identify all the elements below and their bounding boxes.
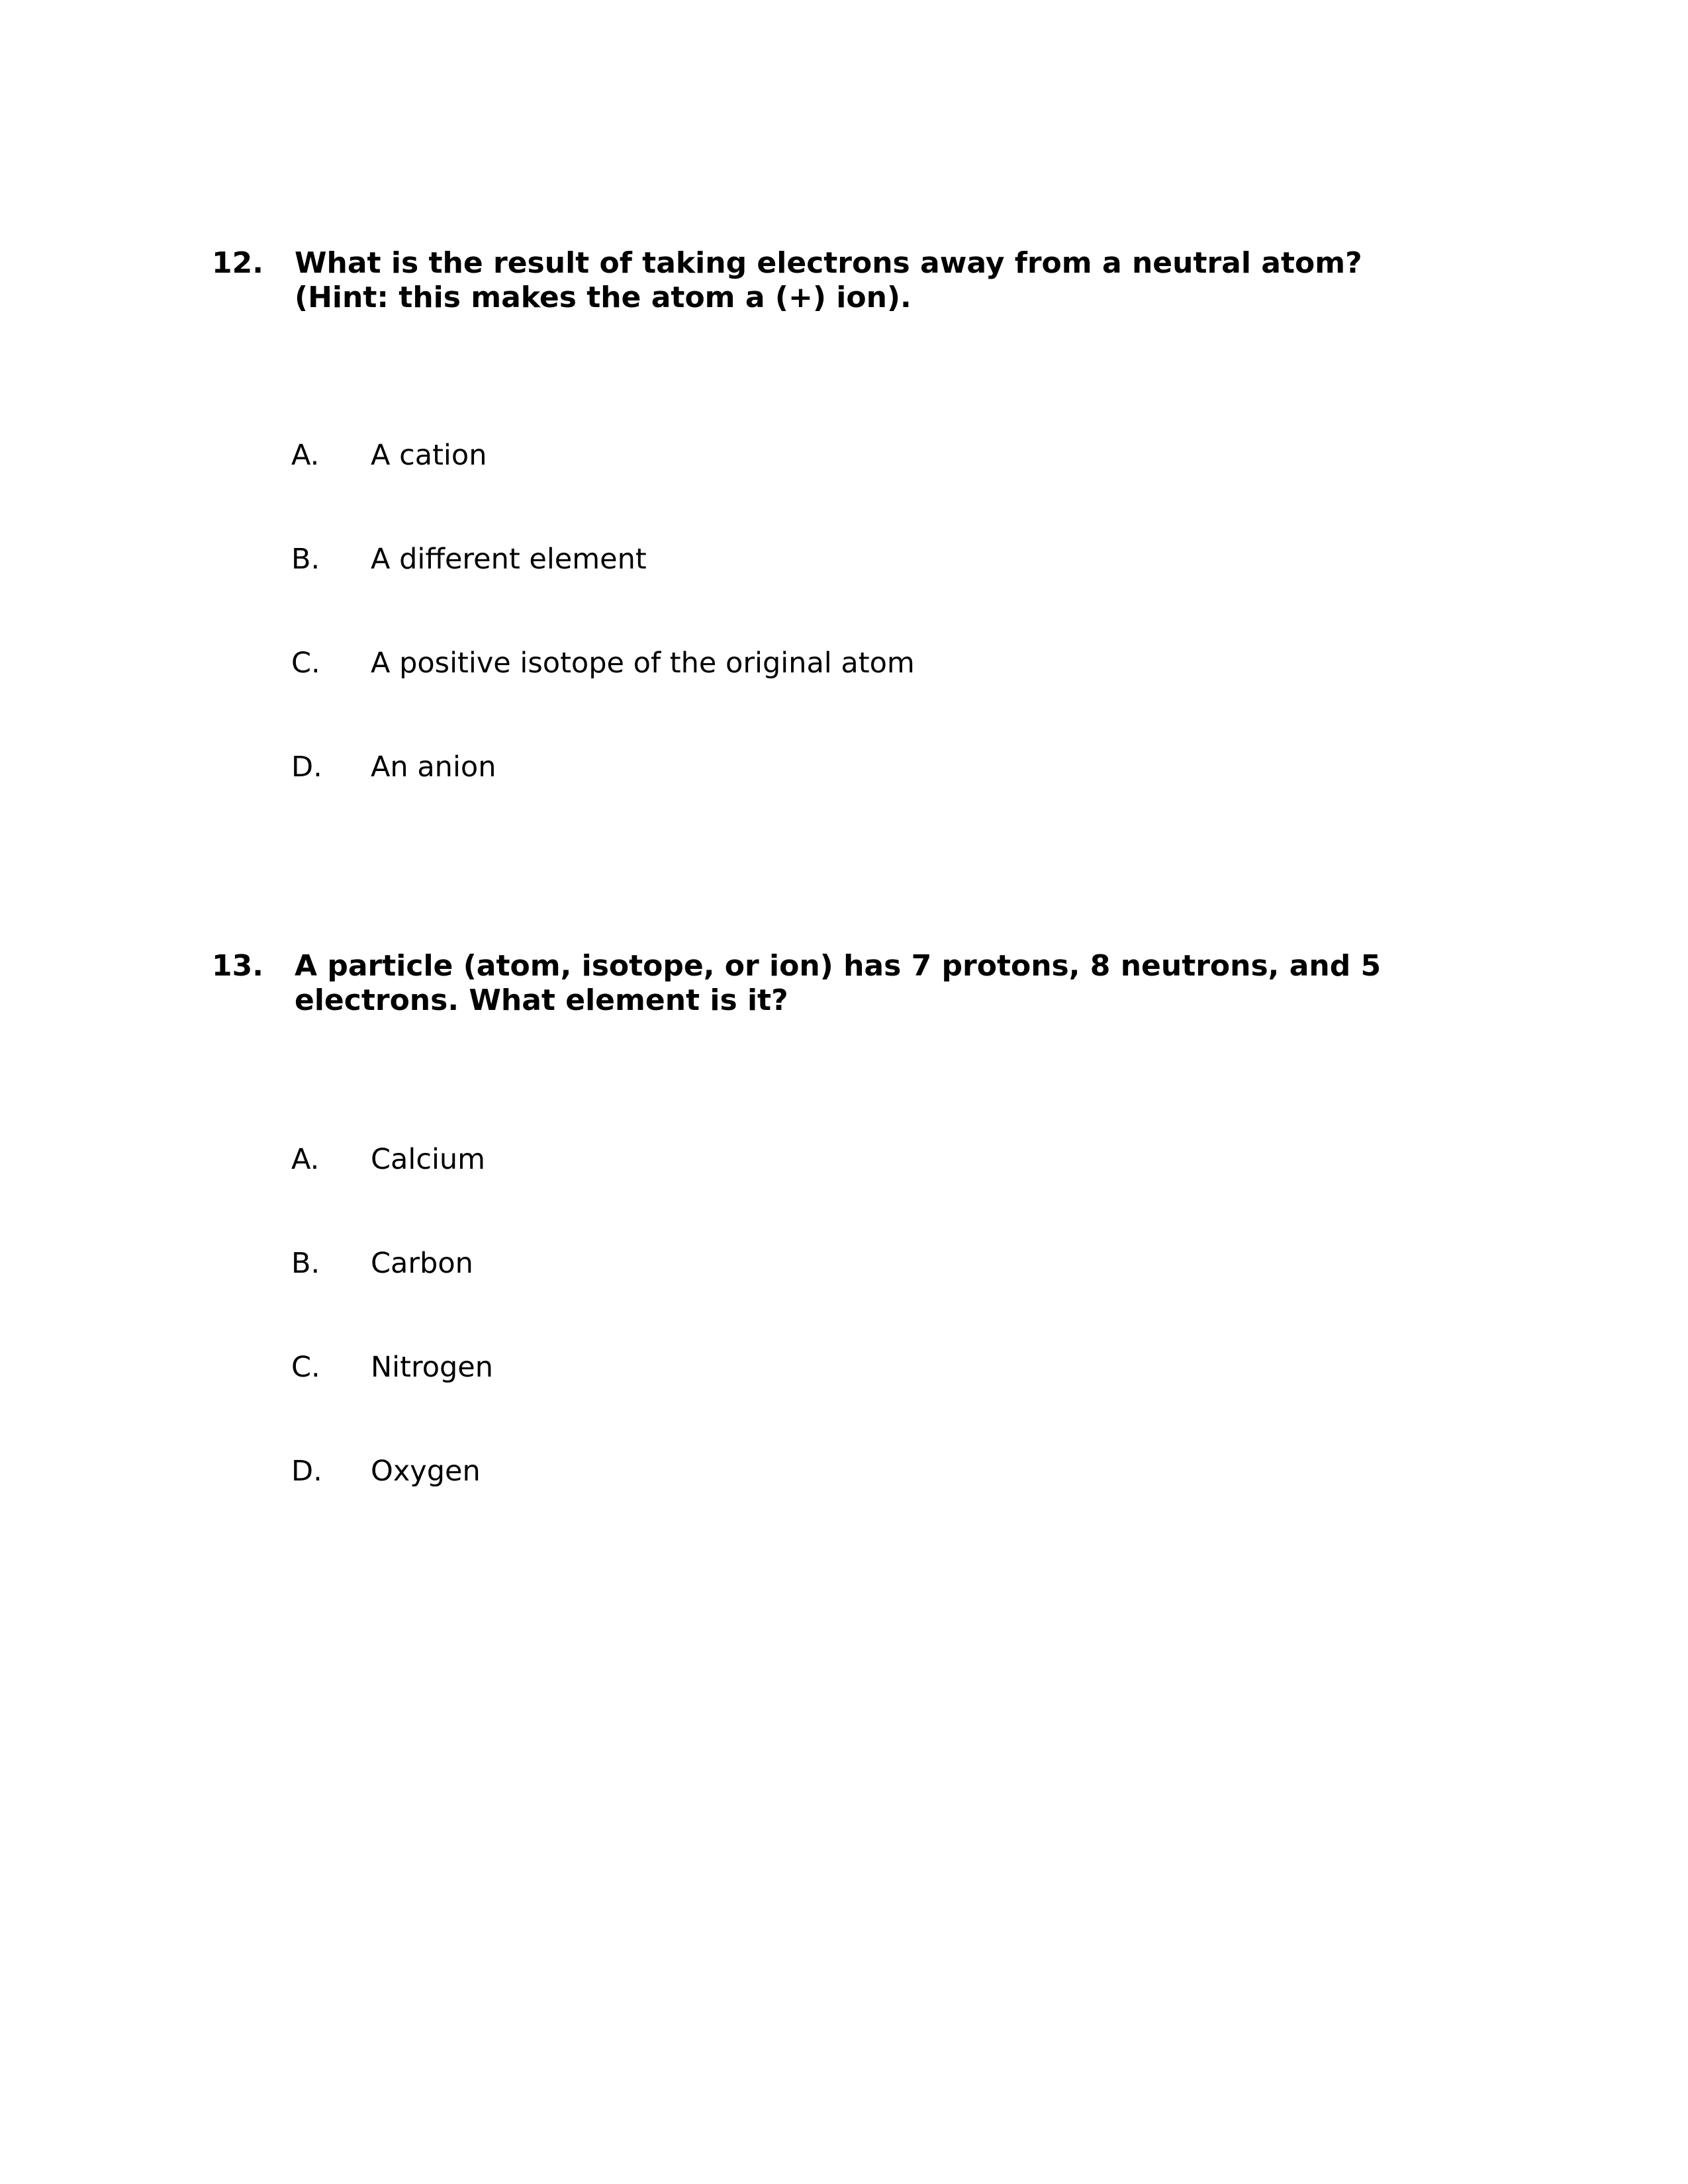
- question-text: What is the result of taking electrons away from a neutral atom? (Hint: this makes the atom a (+) ion).: [295, 246, 1362, 314]
- option-letter: A.: [291, 1143, 320, 1176]
- question-13: [212, 949, 1403, 1018]
- question-header: [212, 246, 1403, 315]
- question-number: 12.: [212, 246, 263, 280]
- question-12: [212, 246, 1403, 315]
- option-text: A different element: [371, 543, 647, 576]
- option-text: Oxygen: [371, 1455, 481, 1488]
- question-number: 13.: [212, 949, 263, 983]
- answer-options: [291, 1142, 1350, 1558]
- option-letter: D.: [291, 1455, 322, 1488]
- option-text: A cation: [371, 439, 487, 472]
- option-text: Nitrogen: [371, 1351, 494, 1384]
- answer-option-c[interactable]: [291, 646, 1350, 680]
- question-header: [212, 949, 1403, 1018]
- option-letter: D.: [291, 751, 322, 784]
- option-letter: B.: [291, 1247, 320, 1280]
- option-letter: C.: [291, 647, 320, 680]
- answer-option-b[interactable]: [291, 542, 1350, 576]
- option-letter: B.: [291, 543, 320, 576]
- answer-option-d[interactable]: [291, 750, 1350, 784]
- question-text: A particle (atom, isotope, or ion) has 7 protons, 8 neutrons, and 5 electrons. What element is it?: [295, 949, 1382, 1017]
- option-letter: C.: [291, 1351, 320, 1384]
- option-text: Carbon: [371, 1247, 473, 1280]
- option-letter: A.: [291, 439, 320, 472]
- answer-option-c[interactable]: [291, 1350, 1350, 1385]
- option-text: An anion: [371, 751, 496, 784]
- answer-option-a[interactable]: [291, 438, 1350, 473]
- answer-options: [291, 438, 1350, 854]
- option-text: Calcium: [371, 1143, 486, 1176]
- option-text: A positive isotope of the original atom: [371, 647, 915, 680]
- answer-option-d[interactable]: [291, 1454, 1350, 1488]
- answer-option-b[interactable]: [291, 1246, 1350, 1281]
- answer-option-a[interactable]: [291, 1142, 1350, 1177]
